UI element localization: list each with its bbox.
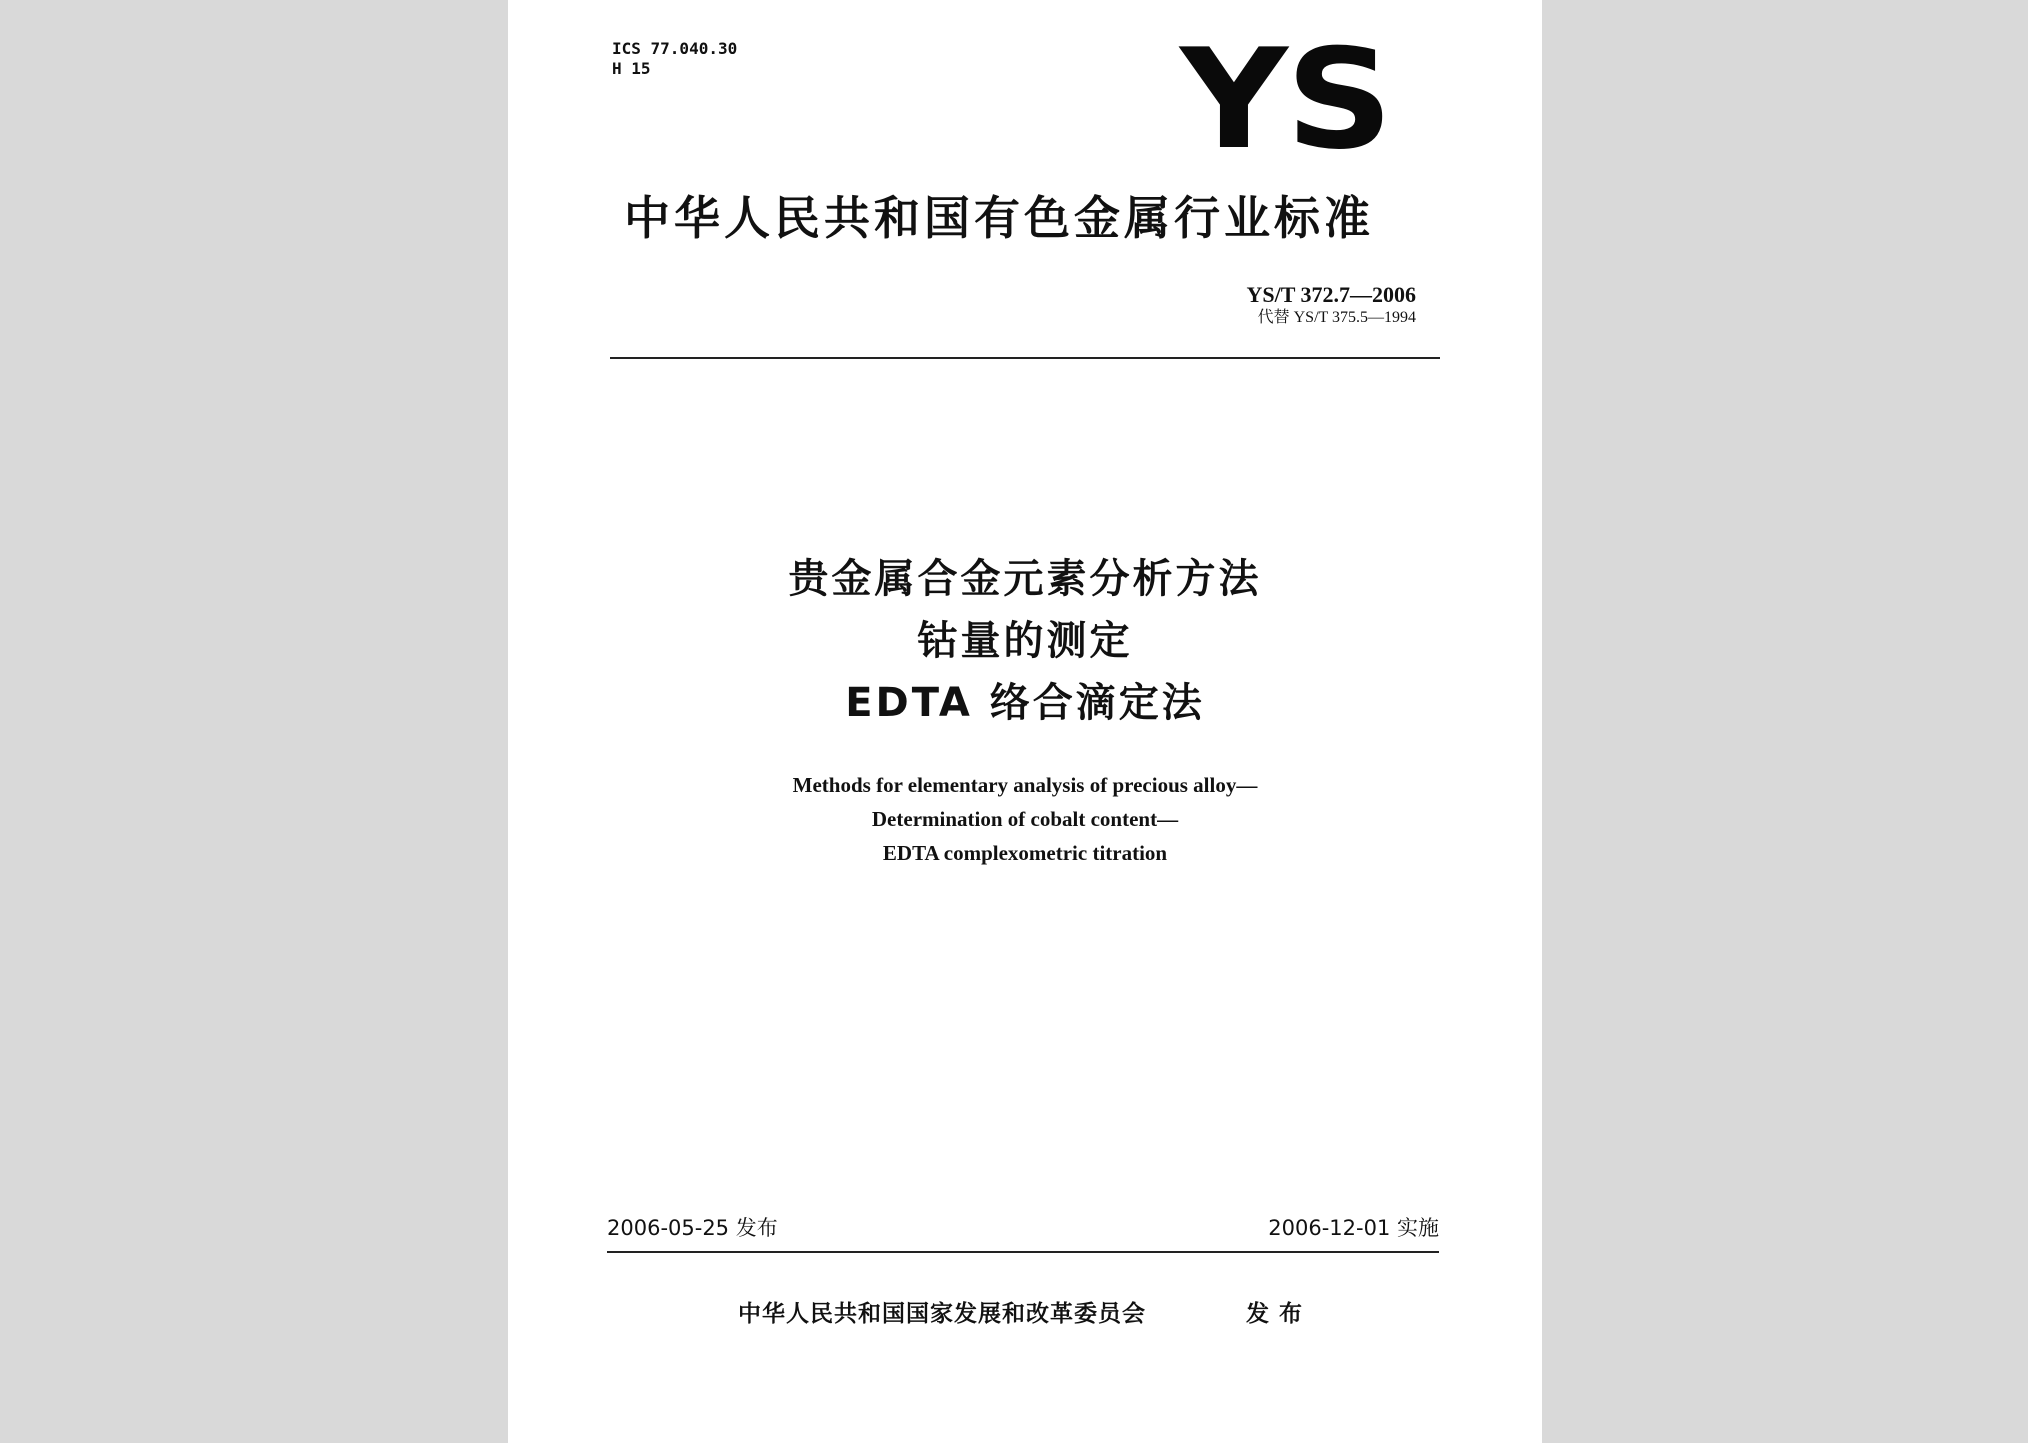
date-divider [607, 1251, 1439, 1253]
ys-logo: YS [1180, 19, 1391, 180]
cn-title-line-3: EDTA 络合滴定法 [845, 680, 1205, 726]
ics-code: ICS 77.040.30 [612, 39, 738, 58]
implementation-date: 2006-12-01 实施 [1268, 1216, 1439, 1240]
en-title-line-1: Methods for elementary analysis of precious alloy— [792, 773, 1258, 797]
chinese-title [508, 548, 1542, 734]
en-title-line-3: EDTA complexometric titration [882, 841, 1168, 865]
publish-label: 发布 [1246, 1301, 1312, 1327]
ccs-code: H 15 [612, 59, 651, 78]
cn-title-line-2: 钴量的测定 [917, 618, 1133, 664]
publisher-name: 中华人民共和国国家发展和改革委员会 [738, 1301, 1146, 1327]
document-page [508, 0, 1542, 1443]
classification-block [612, 39, 737, 79]
issue-date: 2006-05-25 发布 [607, 1216, 778, 1240]
en-title-line-2: Determination of cobalt content— [871, 807, 1179, 831]
header-divider [610, 357, 1440, 359]
cn-title-line-1: 贵金属合金元素分析方法 [788, 556, 1262, 602]
standard-code: YS/T 372.7—2006 [1246, 282, 1416, 307]
replaces-code: 代替 YS/T 375.5—1994 [1257, 309, 1416, 326]
standard-title: 中华人民共和国有色金属行业标准 [624, 191, 1374, 245]
standard-codes [1246, 282, 1416, 328]
english-title [508, 768, 1542, 870]
